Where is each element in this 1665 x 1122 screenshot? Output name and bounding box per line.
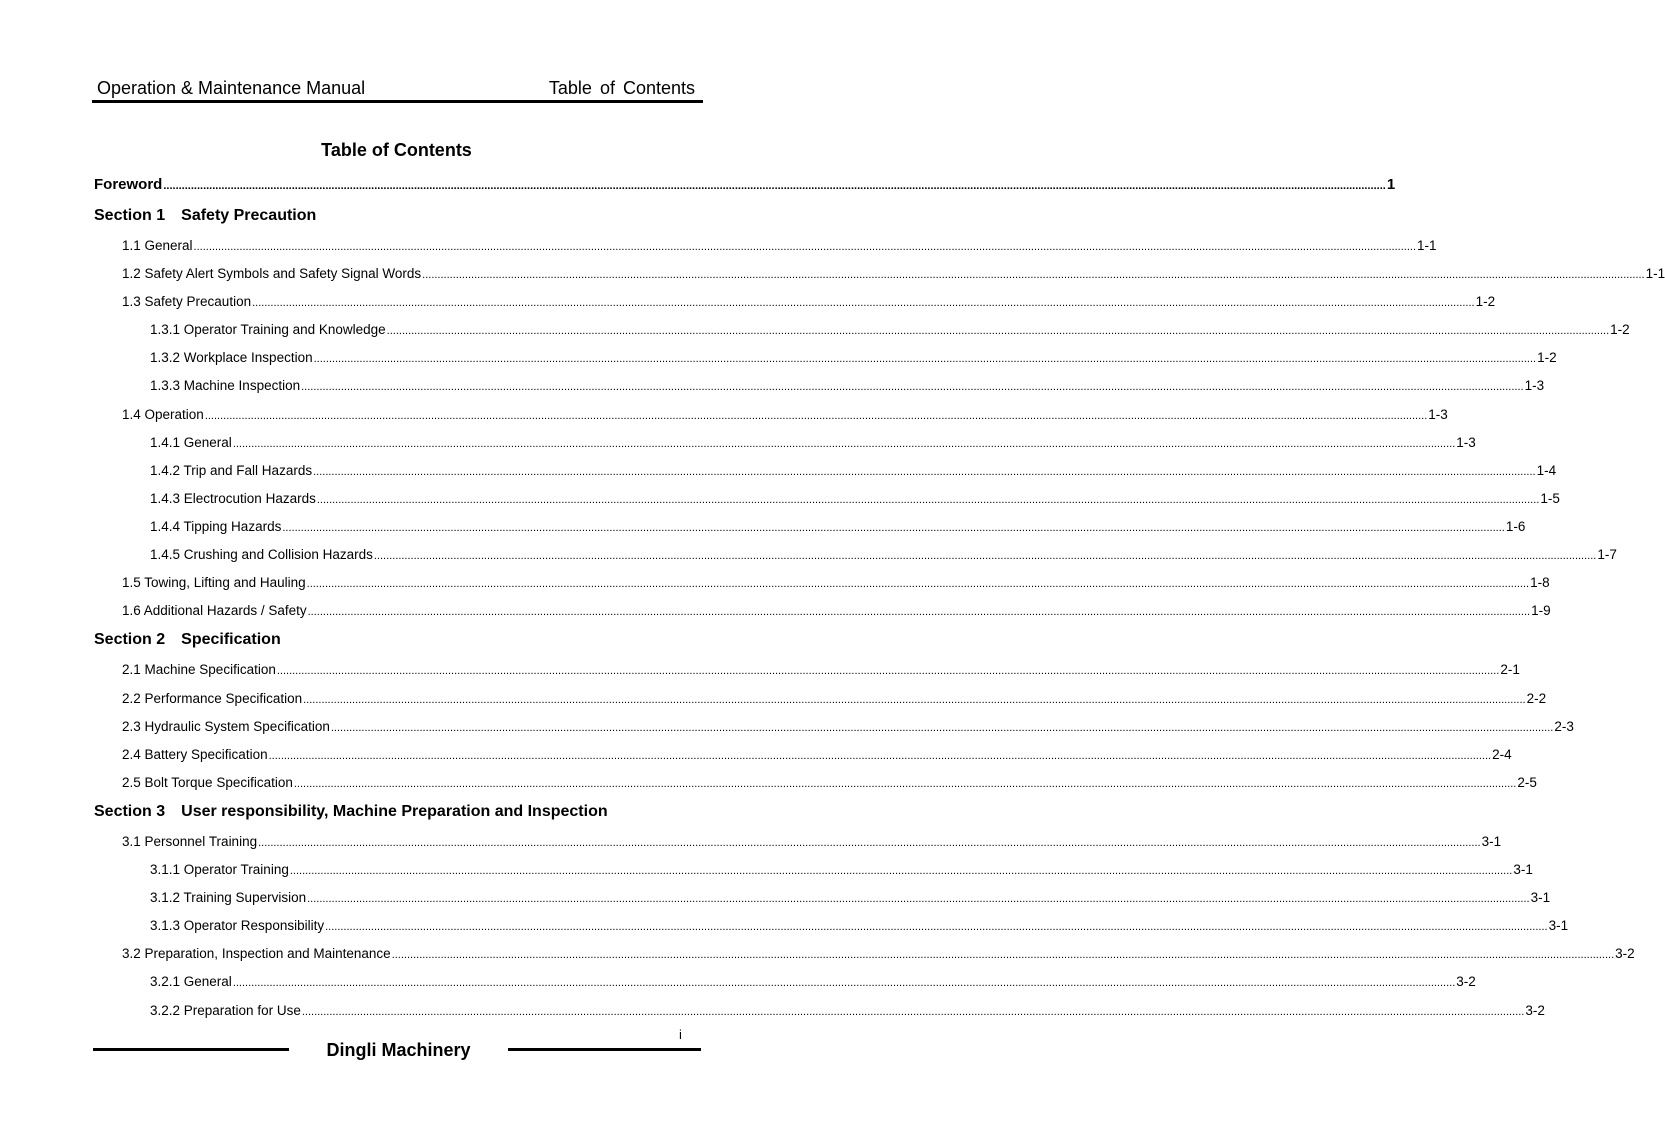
toc-dot-leader: ................................................................................................................................................................................................................................................................................................................................................................................................................: [193, 241, 1417, 253]
toc-entry-label: 2.4 Battery Specification: [122, 747, 268, 762]
toc-dot-leader: ................................................................................................................................................................................................................................................................................................................................................................................................................: [391, 949, 1615, 961]
toc-section-number: Section 2: [94, 631, 166, 648]
toc-entry-label: 2.2 Performance Specification: [122, 691, 303, 706]
toc-entry-page: 2-1: [1500, 662, 1520, 677]
toc-entry-page: 3-1: [1548, 918, 1569, 933]
document-title: Table of Contents: [321, 140, 472, 160]
toc-dot-leader: ................................................................................................................................................................................................................................................................................................................................................................................................................: [313, 466, 1536, 478]
toc-entry-page: 1-2: [1537, 350, 1557, 365]
toc-dot-leader: ................................................................................................................................................................................................................................................................................................................................................................................................................: [289, 865, 1513, 877]
toc-section-heading: [94, 207, 316, 225]
toc-dot-leader: ................................................................................................................................................................................................................................................................................................................................................................................................................: [303, 694, 1526, 706]
page-number: i: [679, 1027, 682, 1042]
toc-entry-page: 1-4: [1536, 463, 1557, 478]
toc-section-number: Section 1: [94, 207, 166, 224]
toc-entry-page: 2-5: [1517, 775, 1537, 790]
toc-entry-page: 1-8: [1530, 575, 1550, 590]
toc-entry-label: 1.5 Towing, Lifting and Hauling: [122, 575, 306, 590]
toc-entry[interactable]: [150, 377, 1545, 395]
toc-entry-page: 1-1: [1417, 238, 1437, 253]
toc-dot-leader: ................................................................................................................................................................................................................................................................................................................................................................................................................: [330, 722, 1554, 734]
toc-entry[interactable]: [150, 462, 1557, 480]
toc-dot-leader: ................................................................................................................................................................................................................................................................................................................................................................................................................: [301, 381, 1524, 393]
toc-entry-label: 2.1 Machine Specification: [122, 662, 276, 677]
toc-entry-page: 1-7: [1597, 547, 1617, 562]
toc-entry[interactable]: [122, 774, 1537, 792]
toc-dot-leader: ................................................................................................................................................................................................................................................................................................................................................................................................................: [325, 921, 1548, 933]
toc-dot-leader: ................................................................................................................................................................................................................................................................................................................................................................................................................: [258, 837, 1481, 849]
toc-entry-label: 1.3.2 Workplace Inspection: [150, 350, 313, 365]
toc-entry[interactable]: [150, 321, 1630, 339]
toc-entry-page: 3-2: [1615, 946, 1635, 961]
toc-entry-label: 1.1 General: [122, 238, 193, 253]
toc-entry-page: 3-2: [1456, 974, 1476, 989]
toc-dot-leader: ................................................................................................................................................................................................................................................................................................................................................................................................................: [373, 550, 1597, 562]
toc-dot-leader: ................................................................................................................................................................................................................................................................................................................................................................................................................: [386, 325, 1610, 337]
toc-entry[interactable]: [122, 945, 1635, 963]
toc-entry-label: Foreword: [94, 176, 163, 193]
toc-entry-label: 3.2.1 General: [150, 974, 232, 989]
toc-dot-leader: ................................................................................................................................................................................................................................................................................................................................................................................................................: [301, 1006, 1525, 1018]
toc-dot-leader: ................................................................................................................................................................................................................................................................................................................................................................................................................: [268, 750, 1492, 762]
toc-entry-page: 1-5: [1540, 491, 1560, 506]
toc-entry[interactable]: [150, 546, 1617, 564]
toc-entry-label: 1.2 Safety Alert Symbols and Safety Signal Words: [122, 266, 422, 281]
toc-entry-page: 1-3: [1456, 435, 1476, 450]
toc-entry-page: 1-6: [1505, 519, 1526, 534]
toc-entry[interactable]: [122, 406, 1448, 424]
toc-entry[interactable]: [150, 1002, 1545, 1020]
toc-dot-leader: ................................................................................................................................................................................................................................................................................................................................................................................................................: [232, 438, 1456, 450]
toc-entry-page: 1-3: [1524, 378, 1545, 393]
toc-entry[interactable]: [122, 293, 1496, 311]
toc-entry-label: 1.4 Operation: [122, 407, 204, 422]
toc-entry[interactable]: [122, 690, 1547, 708]
toc-entry-label: 1.3.3 Machine Inspection: [150, 378, 301, 393]
toc-section-label: Safety Precaution: [181, 207, 317, 224]
toc-dot-leader: ................................................................................................................................................................................................................................................................................................................................................................................................................: [422, 269, 1645, 281]
toc-entry-page: 1-2: [1610, 322, 1630, 337]
toc-entry-page: 2-4: [1492, 747, 1512, 762]
toc-entry-page: 1-3: [1428, 407, 1448, 422]
toc-entry[interactable]: [122, 833, 1502, 851]
toc-entry[interactable]: [122, 265, 1665, 283]
toc-entry-label: 1.4.4 Tipping Hazards: [150, 519, 282, 534]
toc-entry-page: 2-3: [1554, 719, 1574, 734]
toc-section-heading: [94, 803, 608, 821]
toc-entry-label: 1.4.1 General: [150, 435, 232, 450]
toc-dot-leader: ................................................................................................................................................................................................................................................................................................................................................................................................................: [307, 606, 1531, 618]
toc-entry-label: 2.5 Bolt Torque Specification: [122, 775, 293, 790]
toc-entry[interactable]: [150, 861, 1533, 879]
toc-entry-label: 1.3.1 Operator Training and Knowledge: [150, 322, 386, 337]
toc-section-label: Specification: [181, 631, 281, 648]
toc-dot-leader: ................................................................................................................................................................................................................................................................................................................................................................................................................: [163, 180, 1386, 192]
toc-entry[interactable]: [122, 602, 1551, 620]
toc-entry[interactable]: [122, 718, 1574, 736]
toc-entry-page: 2-2: [1526, 691, 1547, 706]
toc-entry-label: 1.4.3 Electrocution Hazards: [150, 491, 316, 506]
toc-entry-page: 1-9: [1531, 603, 1551, 618]
toc-entry-label: 1.6 Additional Hazards / Safety: [122, 603, 307, 618]
toc-entry[interactable]: [150, 917, 1569, 935]
toc-entry-label: 3.1.3 Operator Responsibility: [150, 918, 325, 933]
toc-entry[interactable]: [150, 889, 1551, 907]
header-manual-title: Operation & Maintenance Manual: [97, 78, 366, 98]
toc-entry-page: 3-1: [1481, 834, 1502, 849]
footer-rule-right: [508, 1048, 701, 1051]
toc-entry[interactable]: [150, 349, 1557, 367]
toc-dot-leader: ................................................................................................................................................................................................................................................................................................................................................................................................................: [204, 410, 1428, 422]
toc-entry[interactable]: [150, 518, 1526, 536]
toc-dot-leader: ................................................................................................................................................................................................................................................................................................................................................................................................................: [276, 665, 1500, 677]
toc-entry[interactable]: [122, 746, 1512, 764]
toc-entry-page: 3-1: [1530, 890, 1551, 905]
toc-dot-leader: ................................................................................................................................................................................................................................................................................................................................................................................................................: [293, 778, 1517, 790]
toc-entry-page: 1: [1386, 176, 1396, 193]
toc-entry-page: 3-2: [1525, 1003, 1545, 1018]
toc-entry-page: 1-1: [1645, 266, 1665, 281]
toc-entry-label: 3.2.2 Preparation for Use: [150, 1003, 301, 1018]
toc-section-heading: [94, 631, 281, 649]
toc-entry[interactable]: [122, 661, 1520, 679]
toc-entry-page: 1-2: [1475, 294, 1496, 309]
toc-entry[interactable]: [150, 434, 1476, 452]
toc-entry-label: 1.4.5 Crushing and Collision Hazards: [150, 547, 373, 562]
toc-entry-label: 3.1.1 Operator Training: [150, 862, 289, 877]
toc-entry-label: 3.1.2 Training Supervision: [150, 890, 307, 905]
toc-entry-label: 3.2 Preparation, Inspection and Maintenance: [122, 946, 391, 961]
toc-entry[interactable]: [122, 237, 1437, 255]
toc-entry[interactable]: [94, 176, 1396, 194]
toc-dot-leader: ................................................................................................................................................................................................................................................................................................................................................................................................................: [307, 893, 1530, 905]
header-section-title: Table of Contents: [548, 78, 695, 98]
toc-dot-leader: ................................................................................................................................................................................................................................................................................................................................................................................................................: [316, 494, 1540, 506]
toc-entry[interactable]: [150, 490, 1560, 508]
toc-dot-leader: ................................................................................................................................................................................................................................................................................................................................................................................................................: [252, 297, 1475, 309]
toc-entry-label: 1.3 Safety Precaution: [122, 294, 252, 309]
toc-entry-label: 2.3 Hydraulic System Specification: [122, 719, 330, 734]
toc-section-label: User responsibility, Machine Preparation and Inspection: [181, 803, 608, 820]
toc-entry-label: 1.4.2 Trip and Fall Hazards: [150, 463, 313, 478]
toc-dot-leader: ................................................................................................................................................................................................................................................................................................................................................................................................................: [313, 353, 1537, 365]
toc-entry-page: 3-1: [1513, 862, 1533, 877]
toc-dot-leader: ................................................................................................................................................................................................................................................................................................................................................................................................................: [282, 522, 1505, 534]
footer-rule-left: [93, 1048, 289, 1051]
toc-entry[interactable]: [150, 973, 1476, 991]
toc-dot-leader: ................................................................................................................................................................................................................................................................................................................................................................................................................: [306, 578, 1530, 590]
toc-entry[interactable]: [122, 574, 1550, 592]
footer-company: Dingli Machinery: [326, 1040, 471, 1060]
toc-section-number: Section 3: [94, 803, 166, 820]
toc-dot-leader: ................................................................................................................................................................................................................................................................................................................................................................................................................: [232, 977, 1456, 989]
toc-entry-label: 3.1 Personnel Training: [122, 834, 258, 849]
